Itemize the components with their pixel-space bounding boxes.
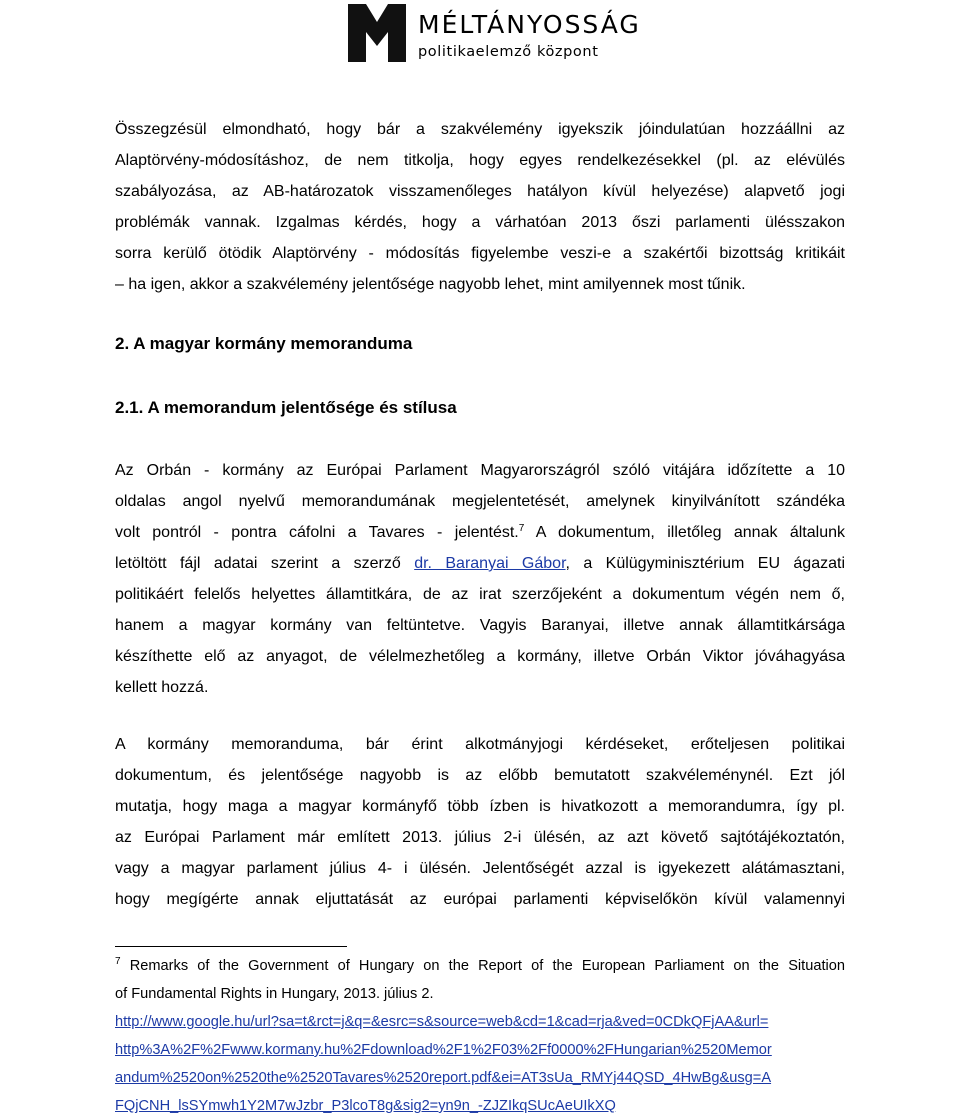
logo-mark-icon	[348, 4, 406, 62]
footnote-line	[115, 952, 845, 980]
footnote-line: of Fundamental Rights in Hungary, 2013. július 2.	[115, 986, 434, 1002]
text-line: Alaptörvény-módosításhoz, de nem titkolja, hogy egyes rendelkezésekkel (pl. az elévülés	[115, 152, 845, 169]
author-link[interactable]: dr. Baranyai Gábor	[414, 555, 566, 572]
text-fragment: letöltött fájl adatai szerint a szerző	[115, 555, 415, 572]
subsection-heading: 2.1. A memorandum jelentősége és stílusa	[115, 398, 457, 417]
paragraph-political	[115, 729, 845, 915]
text-line: hogy megígérte annak eljuttatását az európai parlamenti képviselőkön kívül valamennyi	[115, 891, 845, 908]
text-fragment: Remarks of the Government of Hungary on the Report of the European Parliament on the Situation	[120, 958, 845, 974]
text-fragment: , a Külügyminisztérium EU ágazati	[565, 555, 845, 572]
text-line	[115, 517, 845, 548]
text-line: vagy a magyar parlament július 4- i ülésén. Jelentőségét azzal is igyekezett alátámasztani,	[115, 860, 845, 877]
text-line: mutatja, hogy maga a magyar kormányfő több ízben is hivatkozott a memorandumra, így pl.	[115, 798, 845, 815]
paragraph-summary	[115, 114, 845, 300]
footnote-url-line[interactable]	[115, 1008, 845, 1036]
footnote-ref[interactable]: 7	[518, 523, 525, 534]
footnote-link[interactable]: FQjCNH_lsSYmwh1Y2M7wJzbr_P3lcoT8g&sig2=yn9n_-ZJZIkqSUcAeUIkXQ	[115, 1098, 616, 1114]
logo	[348, 4, 641, 64]
text-fragment: volt pontról - pontra cáfolni a Tavares - jelentést.	[115, 524, 519, 541]
text-line: hanem a magyar kormány van feltüntetve. Vagyis Baranyai, illetve annak államtitkársága	[115, 617, 845, 634]
footnote	[115, 952, 845, 1120]
footnote-number: 7	[115, 956, 121, 967]
footnote-url-line[interactable]	[115, 1064, 845, 1092]
text-line: kellett hozzá.	[115, 679, 209, 696]
text-line: Az Orbán - kormány az Európai Parlament Magyarországról szóló vitájára időzítette a 10	[115, 462, 845, 479]
text-line: Összegzésül elmondható, hogy bár a szakvélemény igyekszik jóindulatúan hozzáállni az	[115, 121, 845, 138]
text-line: problémák vannak. Izgalmas kérdés, hogy a várhatóan 2013 őszi parlamenti ülésszakon	[115, 214, 845, 231]
text-line: politikáért felelős helyettes államtitkára, de az irat szerzőjeként a dokumentum végén nem ő,	[115, 586, 845, 603]
text-line: készíthette elő az anyagot, de vélelmezhetőleg a kormány, illetve Orbán Viktor jóváhagyása	[115, 648, 845, 665]
text-line: dokumentum, és jelentősége nagyobb is az előbb bemutatott szakvéleménynél. Ezt jól	[115, 767, 845, 784]
footnote-link[interactable]: andum%2520on%2520the%2520Tavares%2520report.pdf&ei=AT3sUa_RMYj44QSD_4HwBg&usg=A	[115, 1070, 772, 1086]
text-line	[115, 548, 845, 579]
logo-subtitle: politikaelemző központ	[418, 44, 599, 60]
section-heading: 2. A magyar kormány memoranduma	[115, 334, 413, 353]
text-line: – ha igen, akkor a szakvélemény jelentősége nagyobb lehet, mint amilyennek most tűnik.	[115, 276, 746, 293]
text-line: A kormány memoranduma, bár érint alkotmányjogi kérdéseket, erőteljesen politikai	[115, 736, 845, 753]
logo-title: MÉLTÁNYOSSÁG	[418, 10, 641, 39]
text-fragment: A dokumentum, illetőleg annak általunk	[524, 524, 845, 541]
footnote-link[interactable]: http%3A%2F%2Fwww.kormany.hu%2Fdownload%2F1%2F03%2Ff0000%2FHungarian%2520Memor	[115, 1042, 772, 1058]
text-line: szabályozása, az AB-határozatok visszamenőleges hatályon kívül helyezése) alapvető jogi	[115, 183, 845, 200]
text-line: az Európai Parlament már említett 2013. július 2-i ülésén, az azt követő sajtótájékoztatón,	[115, 829, 845, 846]
footnote-url-line[interactable]	[115, 1036, 845, 1064]
footnote-url-line[interactable]	[115, 1092, 845, 1120]
footnote-divider	[115, 946, 347, 947]
paragraph-memorandum	[115, 455, 845, 703]
text-line: sorra kerülő ötödik Alaptörvény - módosítás figyelembe veszi-e a szakértői bizottság kritikáit	[115, 245, 845, 262]
footnote-link[interactable]: http://www.google.hu/url?sa=t&rct=j&q=&esrc=s&source=web&cd=1&cad=rja&ved=0CDkQFjAA&url=	[115, 1014, 769, 1030]
text-line: oldalas angol nyelvű memorandumának megjelentetését, amelynek kinyilvánított szándéka	[115, 493, 845, 510]
